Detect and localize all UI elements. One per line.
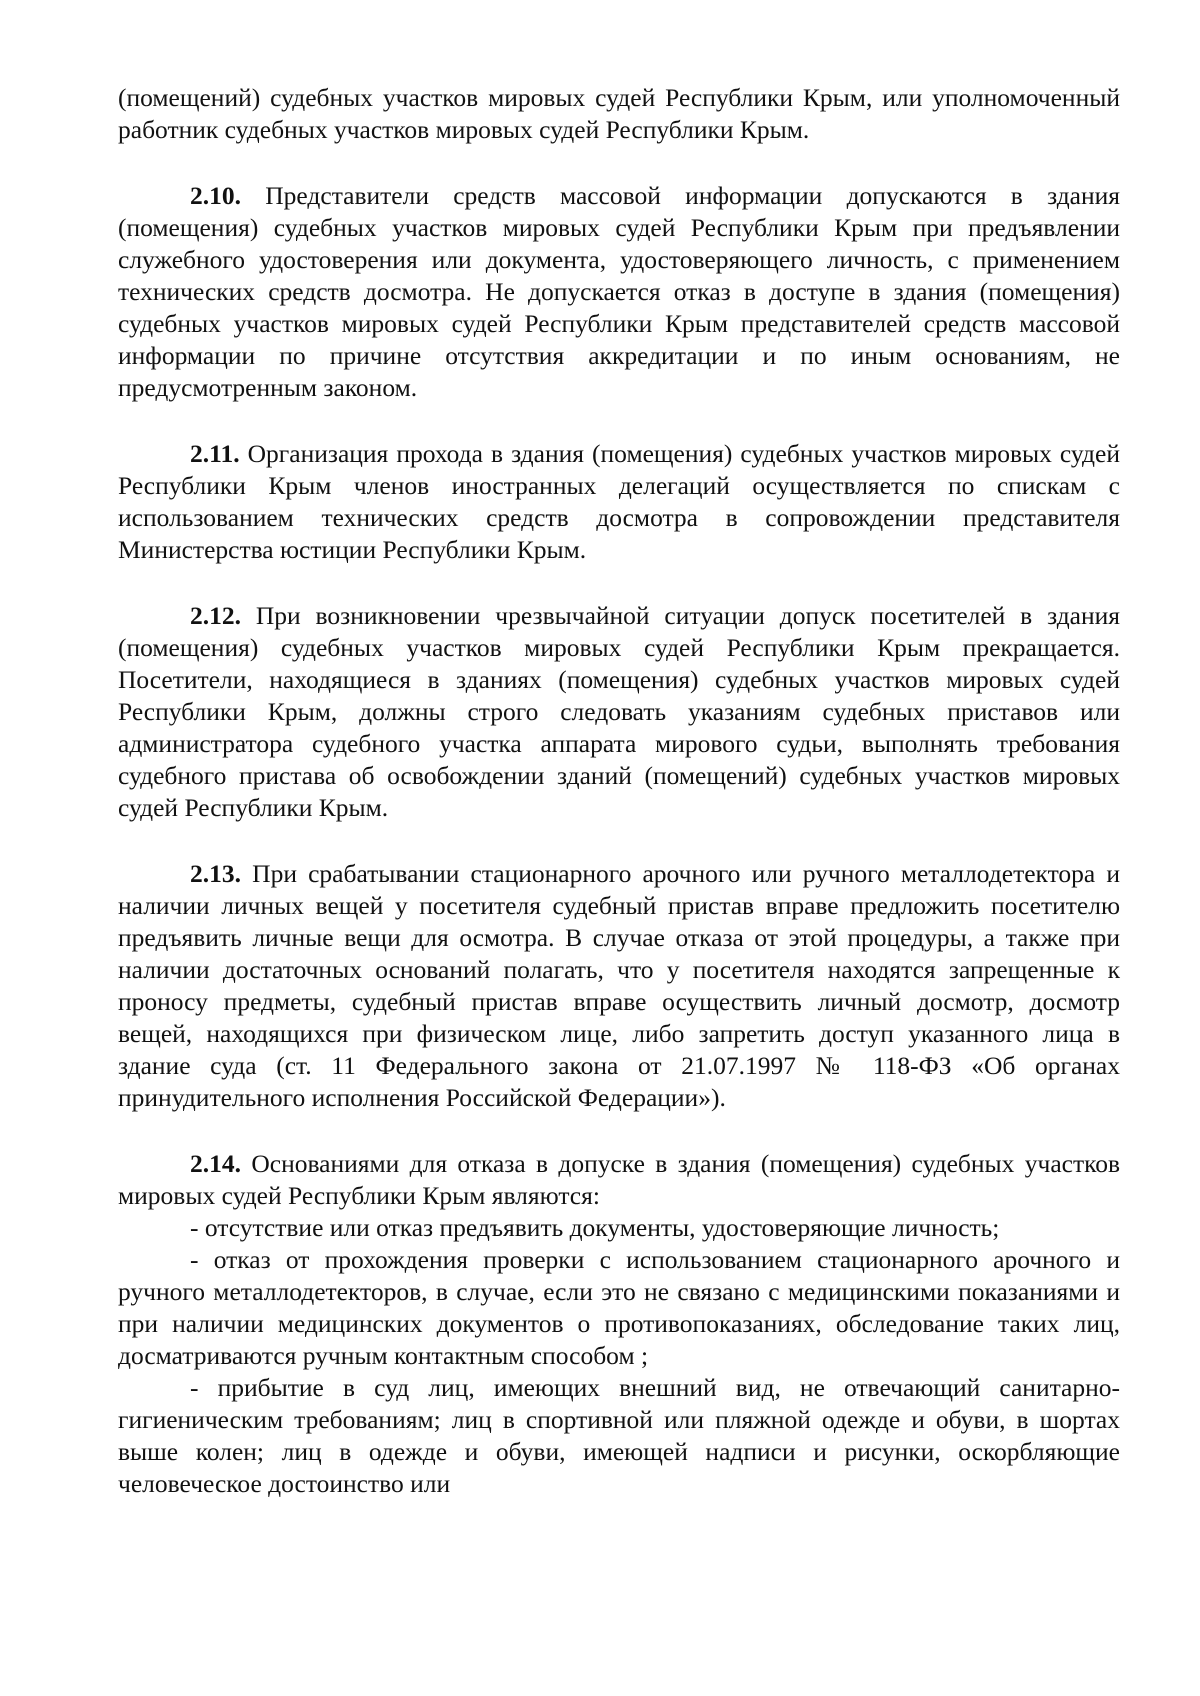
paragraph-text: Представители средств массовой информации допускаются в здания (помещения) судебных участков мировых судей Республики Крым при предъявлении служебного удостоверения или документа, удостоверяющего личность, с применением технических средств досмотра. Не допускается отказ в доступе в здания (помещения) судебных участков мировых судей Республики Крым представителей средств массовой информации по причине отсутствия аккредитации и по иным основаниям, не предусмотренным законом. bbox=[118, 181, 1121, 402]
carryover-paragraph: (помещений) судебных участков мировых судей Республики Крым, или уполномоченный работник судебных участков мировых судей Республики Крым. bbox=[118, 83, 1120, 144]
paragraph-2-10 bbox=[118, 180, 1120, 404]
paragraph-2-13 bbox=[118, 858, 1120, 1114]
paragraph-number: 2.12. bbox=[190, 601, 241, 630]
paragraph-text: Организация прохода в здания (помещения) судебных участков мировых судей Республики Крым членов иностранных делегаций осуществляется по спискам с использованием технических средств досмотра в сопровождении представителя Министерства юстиции Республики Крым. bbox=[118, 439, 1120, 564]
list-item: - отказ от прохождения проверки с использованием стационарного арочного и ручного металлодетекторов, в случае, если это не связано с медицинскими показаниями и при наличии медицинских документов о противопоказаниях, обследование таких лиц, досматриваются ручным контактным способом ; bbox=[118, 1245, 1120, 1370]
paragraph-2-12 bbox=[118, 600, 1120, 824]
paragraph-number: 2.11. bbox=[190, 439, 240, 468]
paragraph-text: Основаниями для отказа в допуске в здания (помещения) судебных участков мировых судей Республики Крым являются: bbox=[118, 1149, 1120, 1210]
list-item: - отсутствие или отказ предъявить документы, удостоверяющие личность; bbox=[190, 1213, 1000, 1242]
paragraph-2-14 bbox=[118, 1148, 1120, 1212]
list-item: - прибытие в суд лиц, имеющих внешний вид, не отвечающий санитарно-гигиеническим требованиям; лиц в спортивной или пляжной одежде и обуви, в шортах выше колен; лиц в одежде и обуви, имеющей надписи и рисунки, оскорбляющие человеческое достоинство или bbox=[118, 1373, 1120, 1498]
paragraph-2-11 bbox=[118, 438, 1120, 566]
paragraph-text: При возникновении чрезвычайной ситуации допуск посетителей в здания (помещения) судебных участков мировых судей Республики Крым прекращается. Посетители, находящиеся в зданиях (помещения) судебных участков мировых судей Республики Крым, должны строго следовать указаниям судебных приставов или администратора судебного участка аппарата мирового судьи, выполнять требования судебного пристава об освобождении зданий (помещений) судебных участков мировых судей Республики Крым. bbox=[118, 601, 1121, 822]
paragraph-text: При срабатывании стационарного арочного или ручного металлодетектора и наличии личных вещей у посетителя судебный пристав вправе предложить посетителю предъявить личные вещи для осмотра. В случае отказа от этой процедуры, а также при наличии достаточных оснований полагать, что у посетителя находятся запрещенные к проносу предметы, судебный пристав вправе осуществить личный досмотр, досмотр вещей, находящихся при физическом лице, либо запретить доступ указанного лица в здание суда (ст. 11 Федерального закона от 21.07.1997 № 118-ФЗ «Об органах принудительного исполнения Российской Федерации»). bbox=[118, 859, 1120, 1112]
paragraph-number: 2.14. bbox=[190, 1149, 241, 1178]
paragraph-number: 2.13. bbox=[190, 859, 241, 888]
paragraph-number: 2.10. bbox=[190, 181, 241, 210]
